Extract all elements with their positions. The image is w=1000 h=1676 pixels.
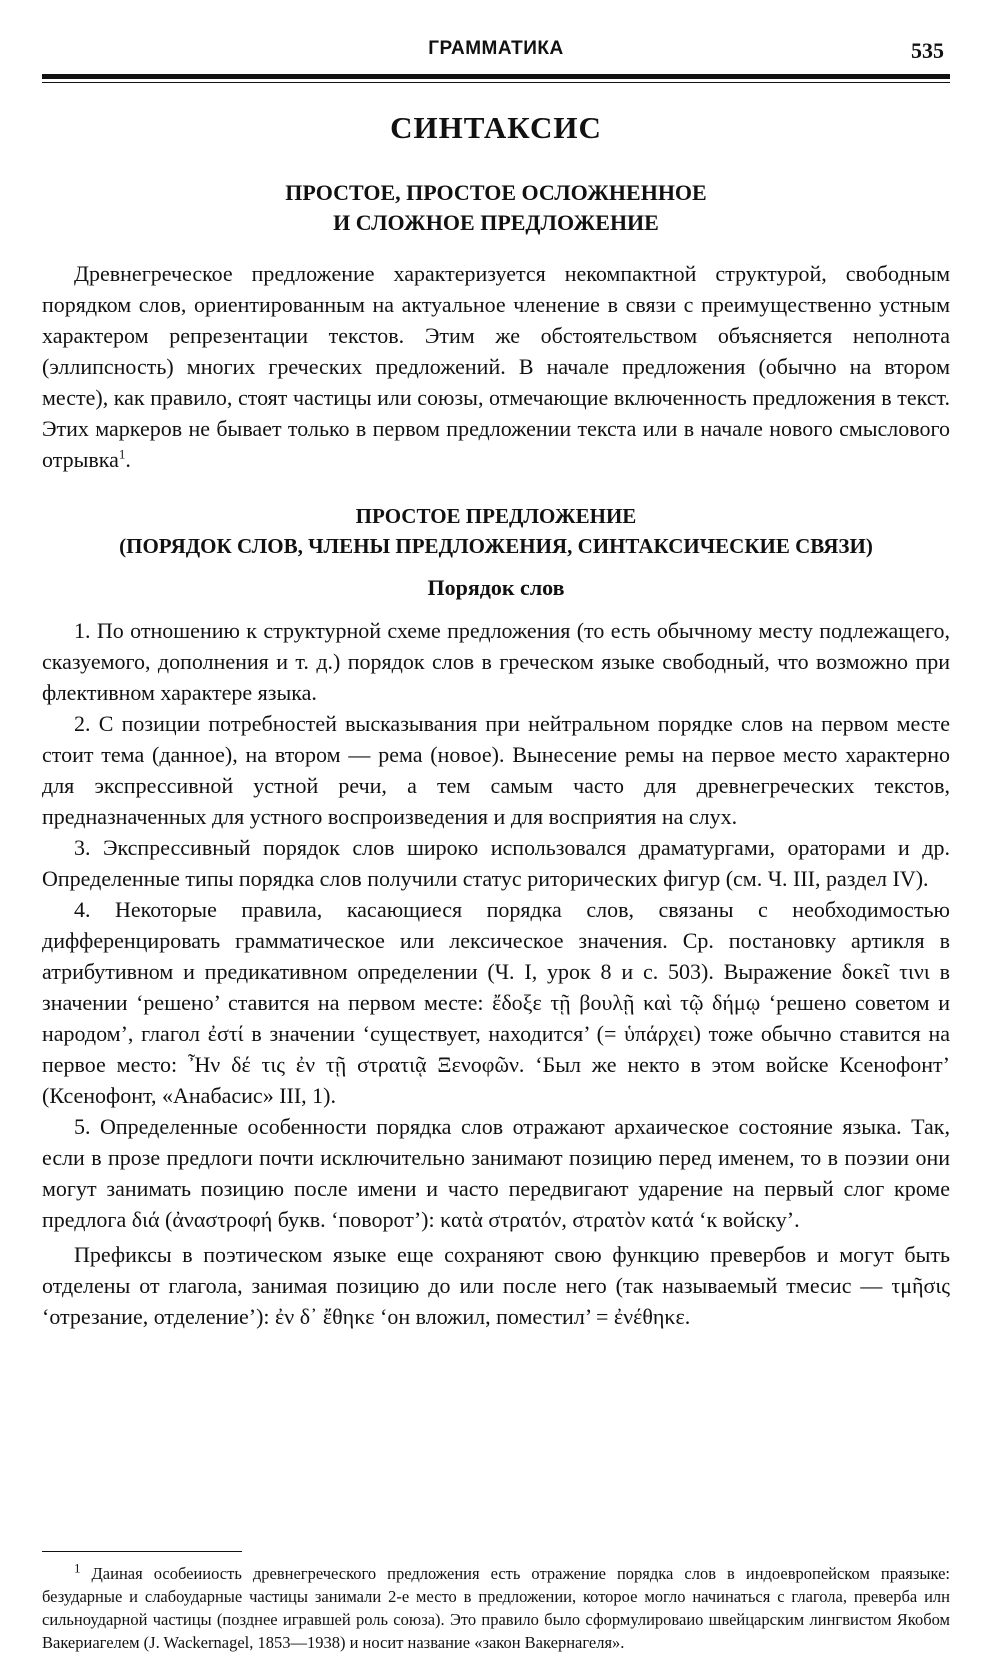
- paragraph-2: 2. С позиции потребностей высказывания при нейтральном порядке слов на первом месте стоит тема (данное), на втором — рема (новое). Вынесение ремы на первое место характерно для экспрессивной устной речи, а тем самым часто для древнегреческих текстов, предназначенных для устного воспроизведения и для восприятия на слух.: [42, 711, 950, 829]
- intro-paragraph-text: Древнегреческое предложение характеризуется некомпактной структурой, свободным порядком слов, ориентированным на актуальное членение в связи с преимущественно устным характером репрезентации текстов. Этим же обстоятельством объясняется неполнота (эллипсность) многих греческих предложений. В начале предложения (обычно на втором месте), как правило, стоят частицы или союзы, отмечающие включенность предложения в текст. Этих маркеров не бывает только в первом предложении текста или в начале нового смыслового отрывка: [42, 261, 950, 472]
- intro-paragraph: [42, 258, 950, 475]
- subsection-title-line-1: ПРОСТОЕ ПРЕДЛОЖЕНИЕ: [355, 504, 637, 528]
- running-title: ГРАММАТИКА: [428, 38, 564, 59]
- minor-title: Порядок слов: [427, 575, 565, 600]
- footnote-marker: 1: [74, 1560, 81, 1576]
- paragraph-1: 1. По отношению к структурной схеме предложения (то есть обычному месту подлежащего, сказуемого, дополнения и т. д.) порядок слов в греческом языке свободный, что возможно при флективном характере языка.: [42, 618, 950, 705]
- header-rule-thin: [42, 82, 950, 83]
- subsection-title-line-2: (ПОРЯДОК СЛОВ, ЧЛЕНЫ ПРЕДЛОЖЕНИЯ, СИНТАКСИЧЕСКИЕ СВЯЗИ): [119, 534, 873, 558]
- subsection-title: [42, 501, 950, 561]
- section-title-line-2: И СЛОЖНОЕ ПРЕДЛОЖЕНИЕ: [333, 210, 659, 235]
- footnote: [42, 1562, 950, 1654]
- header-rule-thick: [42, 74, 950, 79]
- chapter-title: СИНТАКСИС: [390, 110, 602, 145]
- paragraph-4: 4. Некоторые правила, касающиеся порядка слов, связаны с необходимостью дифференцировать грамматическое или лексическое значения. Ср. постановку артикля в атрибутивном и предикативном определении (Ч. I, урок 8 и с. 503). Выражение δοκεῖ τινι в значении ‘решено’ ставится на первом месте: ἔδοξε τῇ βουλῇ καὶ τῷ δήμῳ ‘решено советом и народом’, глагол ἐστί в значении ‘существует, находится’ (= ὑπάρχει) тоже обычно ставится на первое место: Ἦν δέ τις ἐν τῇ στρατιᾷ Ξενοφῶν. ‘Был же некто в этом войске Ксенофонт’ (Ксенофонт, «Анабасис» III, 1).: [42, 897, 950, 1108]
- intro-paragraph-end: .: [125, 447, 131, 472]
- paragraph-5: 5. Определенные особенности порядка слов отражают архаическое состояние языка. Так, если в прозе предлоги почти исключительно занимают позицию перед именем, то в поэзии они могут занимать позицию после имени и часто передвигают ударение на первый слог кроме предлога διά (ἀναστροφή букв. ‘поворот’): κατὰ στρατόν, στρατὸν κατά ‘к войску’.: [42, 1114, 950, 1232]
- running-head: [42, 38, 950, 68]
- footnote-rule: [42, 1551, 242, 1552]
- paragraph-3: 3. Экспрессивный порядок слов широко использовался драматургами, ораторами и др. Определенные типы порядка слов получили статус риторических фигур (см. Ч. III, раздел IV).: [42, 835, 950, 891]
- page-number: 535: [911, 38, 944, 63]
- section-title: [42, 178, 950, 238]
- paragraph-prefixes: Префиксы в поэтическом языке еще сохраняют свою функцию превербов и могут быть отделены от глагола, занимая позицию до или после него (так называемый тмесис — τμῆσις ‘отрезание, отделение’): ἐν δ᾽ ἔθηκε ‘он вложил, поместил’ = ἐνέθηκε.: [42, 1242, 950, 1329]
- page-content: [42, 108, 950, 1332]
- footnote-reference[interactable]: 1: [118, 446, 126, 462]
- footnote-text: Даиная особеииость древнегреческого предложения есть отражение порядка слов в индоевропейском праязыке: безударные и слабоударные частицы занимали 2-е место в предложении, которое могло начинаться с глагола, преверба илн сильноударной частицы (позднее игравшей роль союза). Это правило было сформулироваио швейцарским лингвистом Якобом Вакериагелем (J. Wackernagel, 1853—1938) и носит название «закон Вакернагеля».: [42, 1564, 951, 1652]
- section-title-line-1: ПРОСТОЕ, ПРОСТОЕ ОСЛОЖНЕННОЕ: [285, 180, 707, 205]
